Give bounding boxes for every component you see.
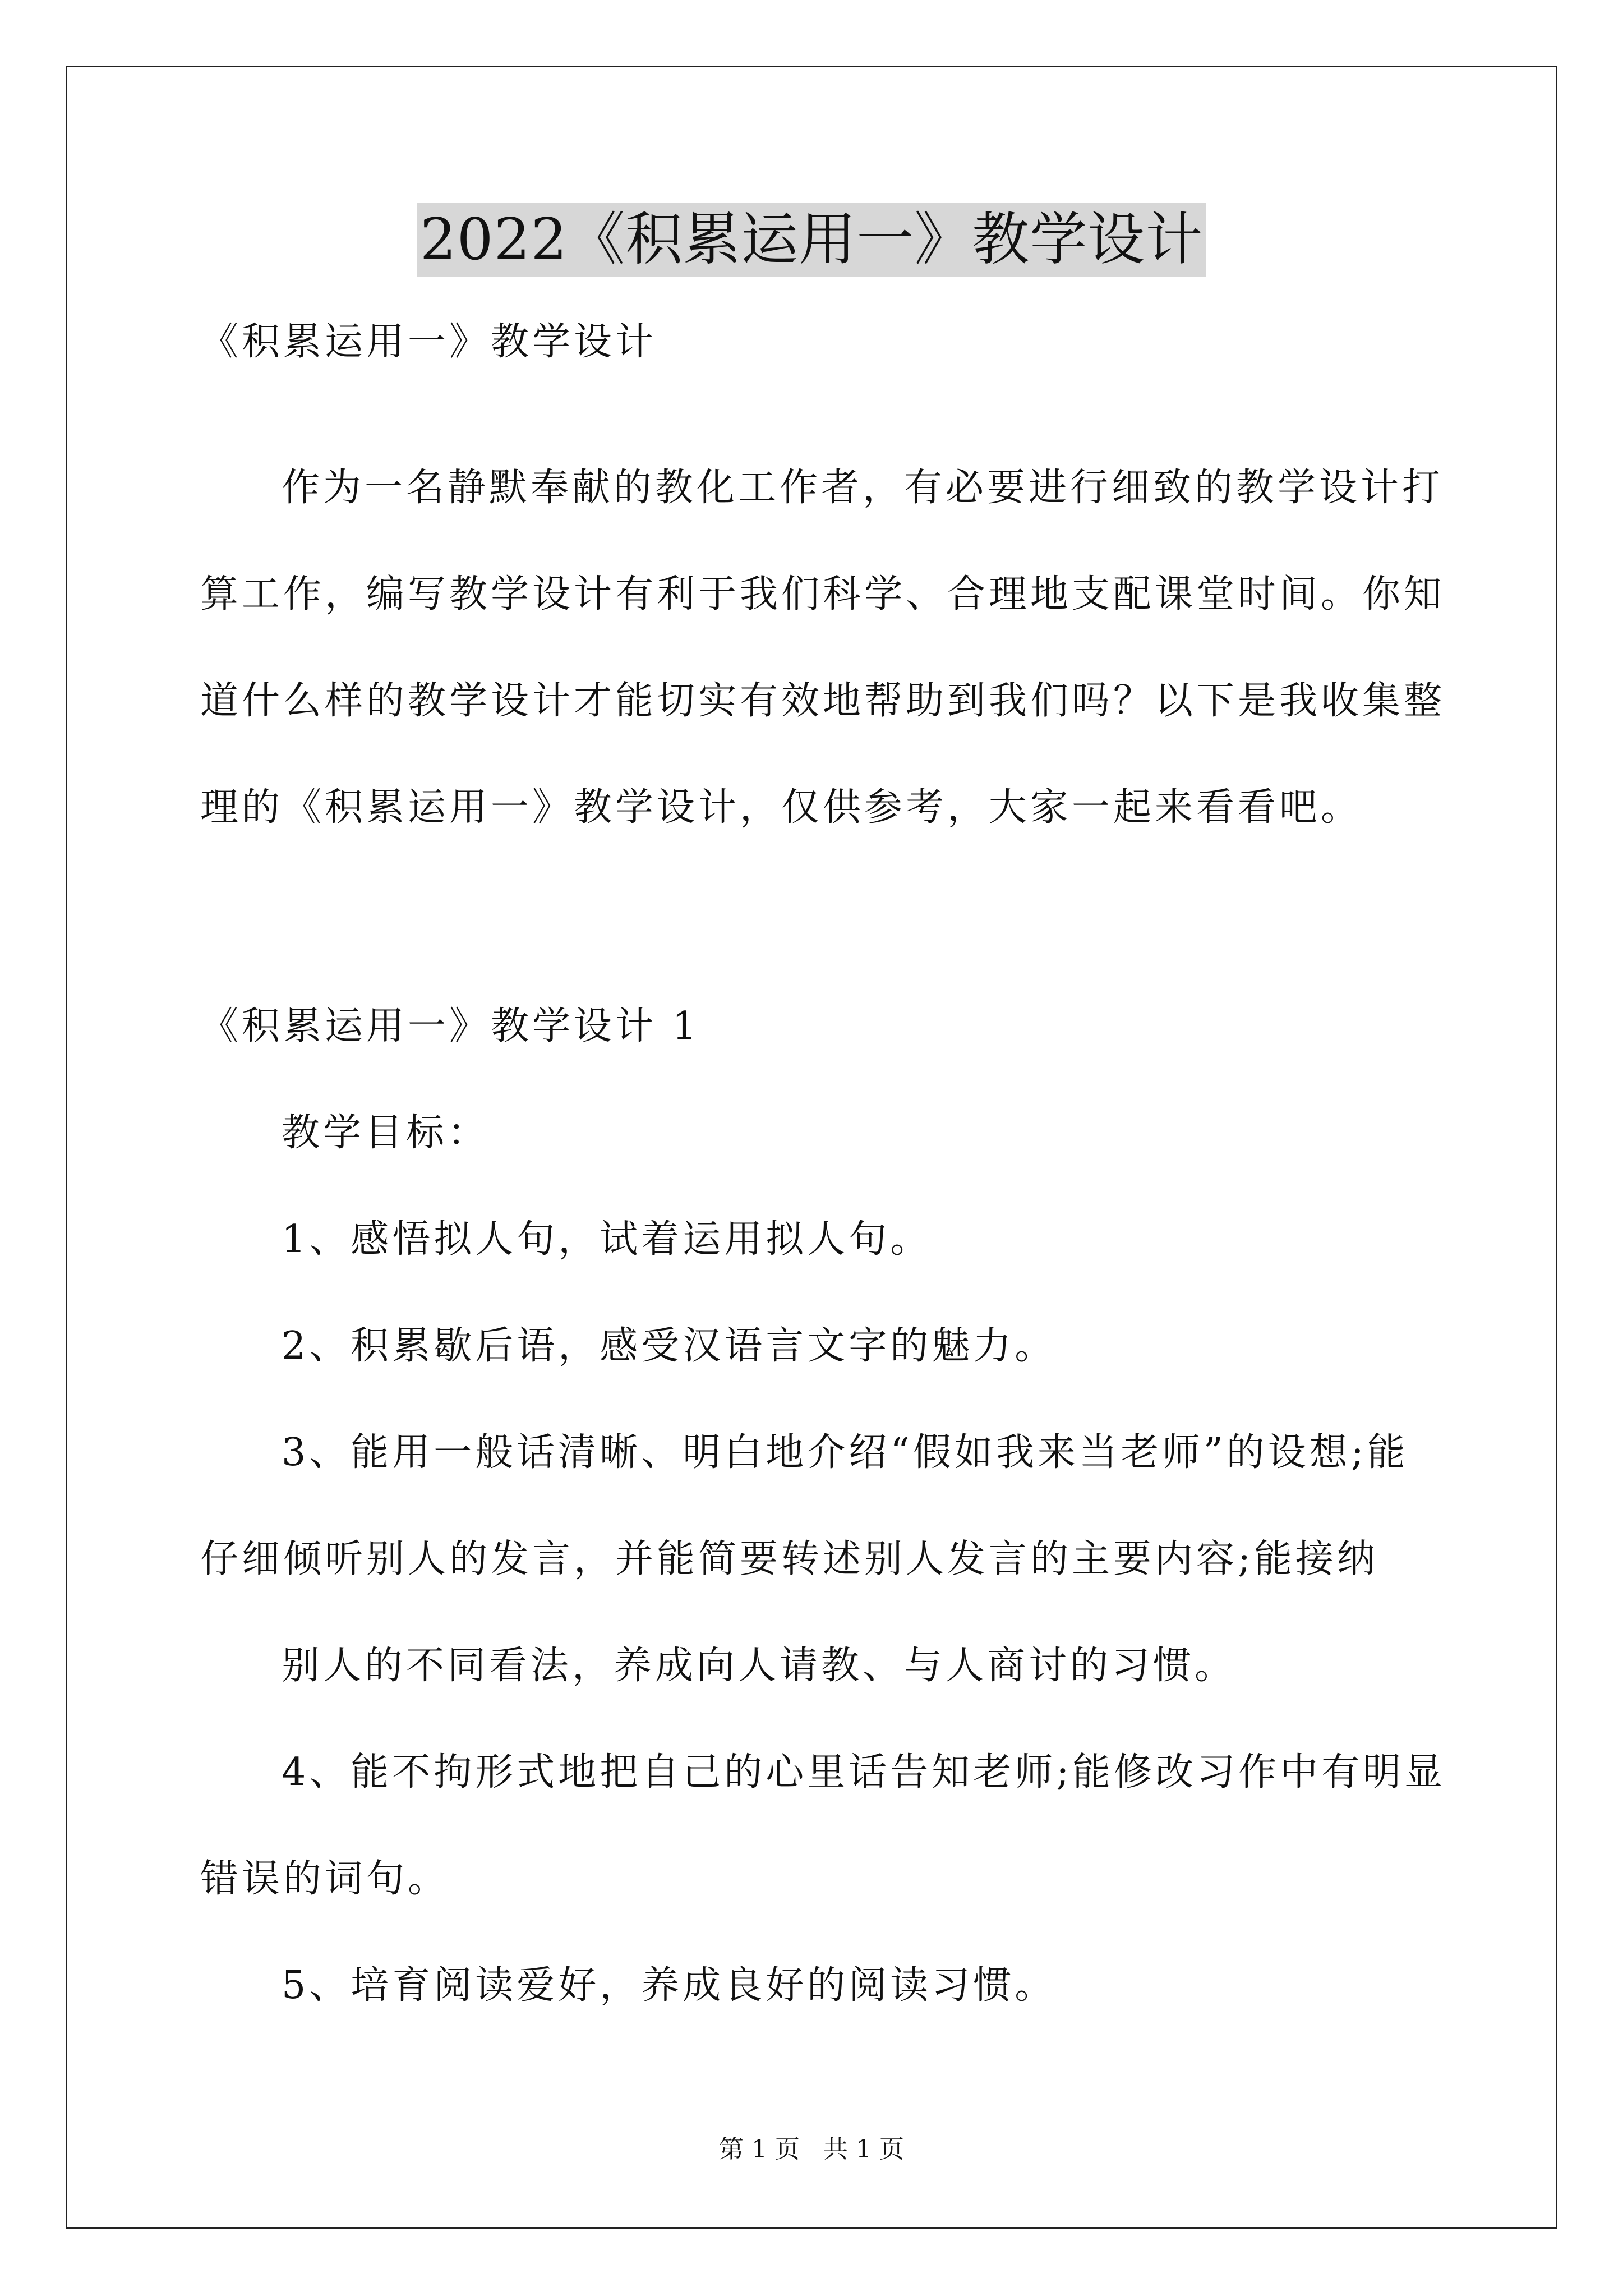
subtitle-line: 《积累运用一》教学设计	[200, 320, 657, 364]
intro-line-2: 算工作，编写教学设计有利于我们科学、合理地支配课堂时间。你知	[200, 572, 1446, 616]
page-footer: 第 1 页 共 1 页	[719, 2135, 904, 2164]
objective-5: 5、培育阅读爱好，养成良好的阅读习惯。	[282, 1963, 1057, 2008]
objective-4-line-2: 错误的词句。	[200, 1857, 450, 1901]
objective-2: 2、积累歇后语，感受汉语言文字的魅力。	[282, 1324, 1057, 1368]
intro-line-3: 道什么样的教学设计才能切实有效地帮助到我们吗？以下是我收集整	[200, 679, 1446, 723]
intro-line-4: 理的《积累运用一》教学设计，仅供参考，大家一起来看看吧。	[200, 785, 1363, 830]
document-title: 2022《积累运用一》教学设计	[417, 203, 1207, 277]
objectives-heading: 教学目标：	[282, 1111, 490, 1155]
objective-3-line-1: 3、能用一般话清晰、明白地介绍“假如我来当老师”的设想;能	[282, 1430, 1409, 1475]
objective-1: 1、感悟拟人句，试着运用拟人句。	[282, 1217, 932, 1262]
title-container	[0, 203, 1623, 277]
objective-3-line-2: 仔细倾听别人的发言，并能简要转述别人发言的主要内容;能接纳	[200, 1537, 1378, 1581]
objective-4-line-1: 4、能不拘形式地把自己的心里话告知老师;能修改习作中有明显	[282, 1750, 1446, 1795]
objective-3-line-3: 别人的不同看法，养成向人请教、与人商讨的习惯。	[282, 1644, 1237, 1688]
section-heading: 《积累运用一》教学设计 1	[200, 1004, 700, 1048]
intro-line-1: 作为一名静默奉献的教化工作者，有必要进行细致的教学设计打	[282, 466, 1444, 510]
